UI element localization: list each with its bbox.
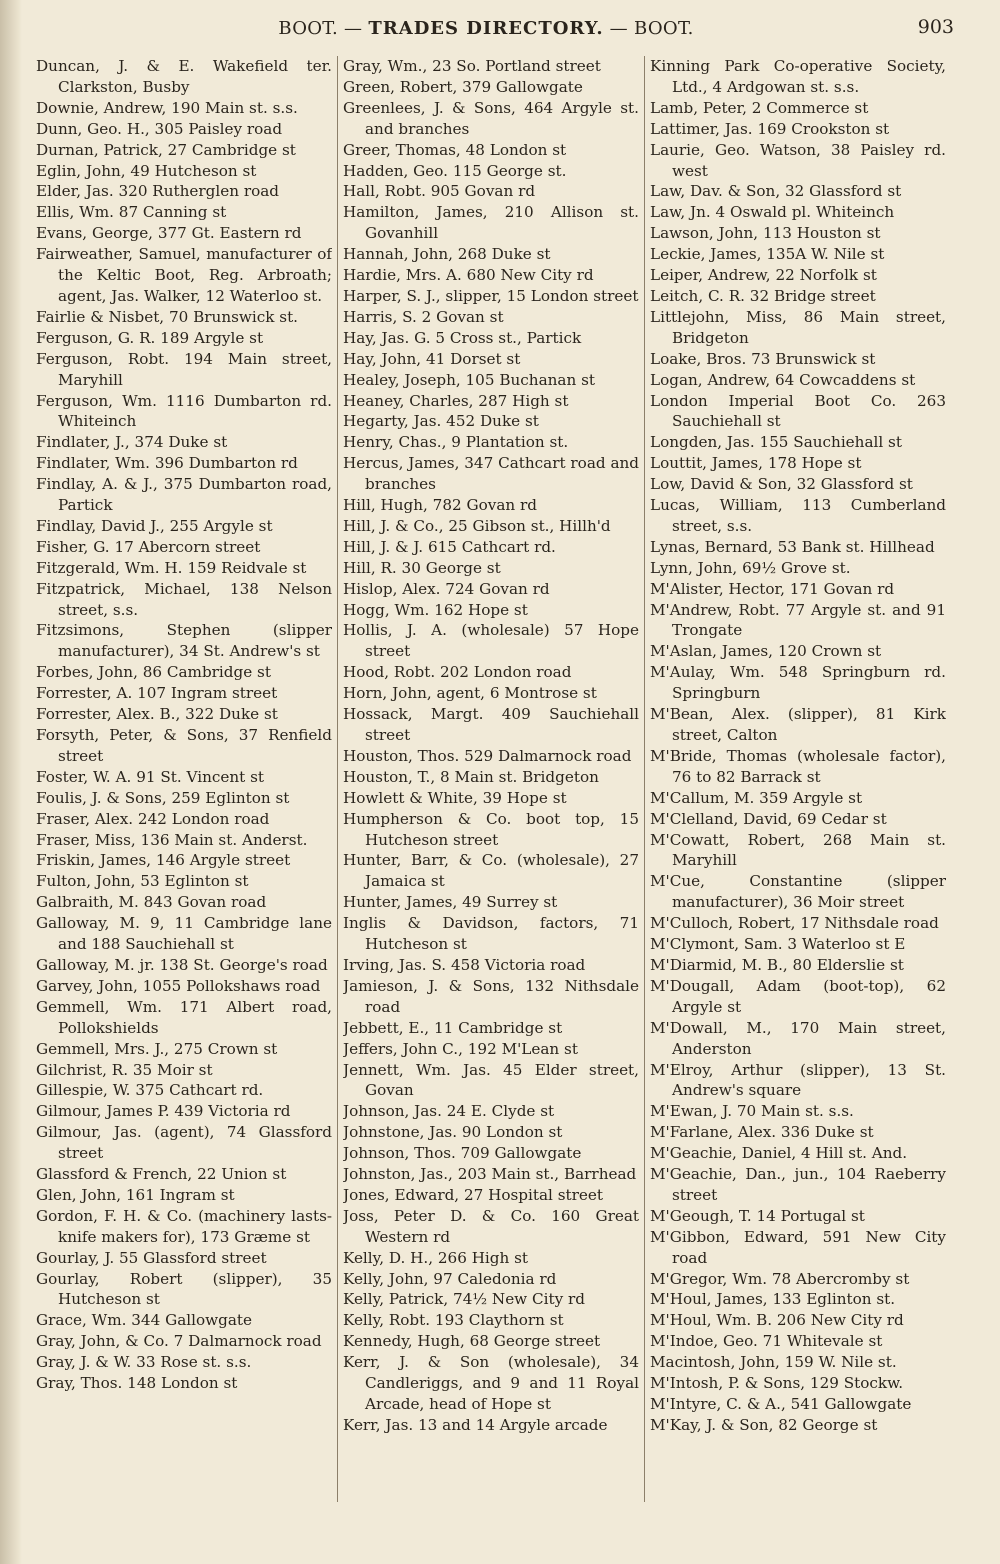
directory-entry: Hercus, James, 347 Cathcart road and branches xyxy=(343,454,639,494)
directory-entry: M'Gibbon, Edward, 591 New City road xyxy=(650,1227,946,1267)
directory-entry: Law, Jn. 4 Oswald pl. Whiteinch xyxy=(650,203,895,222)
directory-entry: Leitch, C. R. 32 Bridge street xyxy=(650,286,876,305)
directory-entry: Lucas, William, 113 Cumberland street, s.s. xyxy=(650,496,946,535)
directory-entry: M'Clymont, Sam. 3 Waterloo st E xyxy=(650,935,906,954)
directory-entry: M'Houl, Wm. B. 206 New City rd xyxy=(650,1311,904,1330)
directory-entry: Ferguson, G. R. 189 Argyle st xyxy=(36,328,264,347)
directory-entry: Hill, Hugh, 782 Govan rd xyxy=(343,496,537,515)
directory-entry: Ferguson, Robt. 194 Main street, Maryhill xyxy=(36,349,332,389)
directory-entry: Healey, Joseph, 105 Buchanan st xyxy=(343,370,595,389)
directory-entry: Forsyth, Peter, & Sons, 37 Renfield street xyxy=(36,726,332,765)
directory-entry: Forrester, A. 107 Ingram street xyxy=(36,684,278,703)
directory-entry: Gordon, F. H. & Co. (machinery lasts-knife makers for), 173 Græme st xyxy=(36,1206,332,1246)
directory-entry: Kinning Park Co-operative Society, Ltd., 4 Ardgowan st. s.s. xyxy=(650,57,946,96)
directory-entry: Green, Robert, 379 Gallowgate xyxy=(343,77,583,96)
directory-entry: Hannah, John, 268 Duke st xyxy=(343,245,551,264)
directory-entry: Eglin, John, 49 Hutcheson st xyxy=(36,161,257,180)
directory-entry: Fisher, G. 17 Abercorn street xyxy=(36,537,261,556)
page-binding-gutter xyxy=(0,0,22,1564)
directory-entry: Ferguson, Wm. 1116 Dumbarton rd. Whiteinch xyxy=(36,391,332,431)
directory-entry: Greer, Thomas, 48 London st xyxy=(343,140,567,159)
directory-columns xyxy=(30,56,946,1502)
directory-entry: Johnston, Jas., 203 Main st., Barrhead xyxy=(343,1165,637,1184)
directory-entry: M'Bride, Thomas (wholesale factor), 76 to 82 Barrack st xyxy=(650,746,946,786)
directory-column-3 xyxy=(650,56,946,1502)
directory-column-1 xyxy=(36,56,332,1502)
directory-entry: Hardie, Mrs. A. 680 New City rd xyxy=(343,266,594,285)
directory-entry: M'Clelland, David, 69 Cedar st xyxy=(650,809,887,828)
directory-entry: Hollis, J. A. (wholesale) 57 Hope street xyxy=(343,621,639,661)
directory-entry: Jeffers, John C., 192 M'Lean st xyxy=(343,1039,578,1058)
directory-entry: Hill, J. & J. 615 Cathcart rd. xyxy=(343,537,556,556)
directory-entry: Hislop, Alex. 724 Govan rd xyxy=(343,579,550,598)
directory-entry: Glassford & French, 22 Union st xyxy=(36,1165,287,1184)
directory-entry: Jamieson, J. & Sons, 132 Nithsdale road xyxy=(343,976,639,1016)
directory-entry: M'Kay, J. & Son, 82 George st xyxy=(650,1415,878,1434)
directory-entry: Littlejohn, Miss, 86 Main street, Bridgeton xyxy=(650,307,946,347)
directory-entry: M'Andrew, Robt. 77 Argyle st. and 91 Trongate xyxy=(650,600,946,640)
directory-entry: M'Gregor, Wm. 78 Abercromby st xyxy=(650,1269,910,1288)
directory-entry: Joss, Peter D. & Co. 160 Great Western rd xyxy=(343,1206,639,1246)
directory-entry: Jebbett, E., 11 Cambridge st xyxy=(343,1018,563,1037)
directory-entry: Humpherson & Co. boot top, 15 Hutcheson street xyxy=(343,809,639,849)
directory-entry: M'Aulay, Wm. 548 Springburn rd. Springburn xyxy=(650,663,946,703)
directory-entry: Hood, Robt. 202 London road xyxy=(343,663,572,682)
directory-entry: Galbraith, M. 843 Govan road xyxy=(36,893,267,912)
directory-entry: Heaney, Charles, 287 High st xyxy=(343,391,569,410)
directory-entry: Low, David & Son, 32 Glassford st xyxy=(650,475,913,494)
directory-entry: Kerr, J. & Son (wholesale), 34 Candleriggs, and 9 and 11 Royal Arcade, head of Hope st xyxy=(343,1353,639,1413)
directory-entry: Findlater, Wm. 396 Dumbarton rd xyxy=(36,454,298,473)
directory-entry: Hossack, Margt. 409 Sauchiehall street xyxy=(343,705,639,744)
directory-entry: Lamb, Peter, 2 Commerce st xyxy=(650,98,869,117)
column-divider xyxy=(644,56,645,1502)
directory-entry: M'Geachie, Daniel, 4 Hill st. And. xyxy=(650,1144,908,1163)
directory-entry: Gourlay, J. 55 Glassford street xyxy=(36,1248,267,1267)
directory-entry: Gilmour, Jas. (agent), 74 Glassford street xyxy=(36,1123,332,1163)
directory-column-2 xyxy=(343,56,639,1502)
directory-entry: Hill, J. & Co., 25 Gibson st., Hillh'd xyxy=(343,516,611,535)
directory-entry: Hay, John, 41 Dorset st xyxy=(343,349,521,368)
directory-entry: Galloway, M. jr. 138 St. George's road xyxy=(36,955,328,974)
directory-entry: Lawson, John, 113 Houston st xyxy=(650,224,881,243)
directory-entry: Fraser, Miss, 136 Main st. Anderst. xyxy=(36,830,308,849)
directory-entry: Johnson, Thos. 709 Gallowgate xyxy=(343,1144,582,1163)
directory-entry: M'Culloch, Robert, 17 Nithsdale road xyxy=(650,914,939,933)
directory-entry: Findlay, A. & J., 375 Dumbarton road, Partick xyxy=(36,475,332,515)
header-left-word: BOOT. xyxy=(278,18,338,39)
header-dash-right: — xyxy=(609,18,628,39)
running-header xyxy=(26,14,954,48)
directory-entry: Louttit, James, 178 Hope st xyxy=(650,454,862,473)
directory-entry: Longden, Jas. 155 Sauchiehall st xyxy=(650,433,902,452)
directory-entry: Gemmell, Wm. 171 Albert road, Pollokshields xyxy=(36,997,332,1037)
directory-entry: London Imperial Boot Co. 263 Sauchiehall st xyxy=(650,391,946,431)
directory-entry: M'Intosh, P. & Sons, 129 Stockw. xyxy=(650,1374,904,1393)
directory-entry: M'Houl, James, 133 Eglinton st. xyxy=(650,1290,896,1309)
directory-entry: M'Farlane, Alex. 336 Duke st xyxy=(650,1123,874,1142)
directory-entry: Grace, Wm. 344 Gallowgate xyxy=(36,1311,252,1330)
page-number: 903 xyxy=(917,16,954,38)
header-center-title: TRADES DIRECTORY. xyxy=(368,18,604,39)
directory-entry: Lynas, Bernard, 53 Bank st. Hillhead xyxy=(650,537,935,556)
header-title xyxy=(26,18,946,39)
directory-entry: Durnan, Patrick, 27 Cambridge st xyxy=(36,140,296,159)
directory-entry: M'Callum, M. 359 Argyle st xyxy=(650,788,863,807)
directory-entry: Houston, Thos. 529 Dalmarnock road xyxy=(343,746,632,765)
directory-entry: Irving, Jas. S. 458 Victoria road xyxy=(343,955,586,974)
directory-entry: Gemmell, Mrs. J., 275 Crown st xyxy=(36,1039,278,1058)
directory-entry: M'Intyre, C. & A., 541 Gallowgate xyxy=(650,1395,912,1413)
directory-entry: Harris, S. 2 Govan st xyxy=(343,307,504,326)
directory-entry: Laurie, Geo. Watson, 38 Paisley rd. west xyxy=(650,140,946,180)
directory-entry: Gourlay, Robert (slipper), 35 Hutcheson st xyxy=(36,1269,332,1309)
directory-entry: Foulis, J. & Sons, 259 Eglinton st xyxy=(36,788,290,807)
directory-entry: Fitzsimons, Stephen (slipper manufacturer), 34 St. Andrew's st xyxy=(36,621,332,661)
directory-entry: M'Cue, Constantine (slipper manufacturer), 36 Moir street xyxy=(650,872,946,912)
directory-entry: Jennett, Wm. Jas. 45 Elder street, Govan xyxy=(343,1060,639,1100)
directory-entry: Gray, Wm., 23 So. Portland street xyxy=(343,57,601,75)
directory-entry: Gilchrist, R. 35 Moir st xyxy=(36,1060,213,1079)
directory-entry: Jones, Edward, 27 Hospital street xyxy=(343,1185,603,1204)
directory-entry: Kerr, Jas. 13 and 14 Argyle arcade xyxy=(343,1415,608,1434)
directory-entry: Kelly, D. H., 266 High st xyxy=(343,1248,529,1267)
header-right-word: BOOT. xyxy=(633,18,694,39)
directory-entry: Hay, Jas. G. 5 Cross st., Partick xyxy=(343,328,582,347)
directory-entry: Fairlie & Nisbet, 70 Brunswick st. xyxy=(36,307,299,326)
directory-entry: Fulton, John, 53 Eglinton st xyxy=(36,872,249,891)
directory-entry: Garvey, John, 1055 Pollokshaws road xyxy=(36,976,321,995)
directory-entry: Forbes, John, 86 Cambridge st xyxy=(36,663,271,682)
directory-entry: Fitzgerald, Wm. H. 159 Reidvale st xyxy=(36,558,307,577)
directory-entry: Henry, Chas., 9 Plantation st. xyxy=(343,433,569,452)
directory-entry: Gray, Thos. 148 London st xyxy=(36,1374,238,1393)
directory-entry: M'Aslan, James, 120 Crown st xyxy=(650,642,882,661)
directory-entry: Horn, John, agent, 6 Montrose st xyxy=(343,684,597,703)
directory-entry: M'Diarmid, M. B., 80 Elderslie st xyxy=(650,955,904,974)
directory-entry: Downie, Andrew, 190 Main st. s.s. xyxy=(36,98,298,117)
directory-entry: Gilmour, James P. 439 Victoria rd xyxy=(36,1102,291,1121)
directory-entry: Gray, John, & Co. 7 Dalmarnock road xyxy=(36,1332,322,1351)
directory-entry: Fraser, Alex. 242 London road xyxy=(36,809,270,828)
directory-entry: Johnstone, Jas. 90 London st xyxy=(343,1123,563,1142)
directory-entry: M'Elroy, Arthur (slipper), 13 St. Andrew's square xyxy=(650,1060,946,1100)
directory-entry: M'Dowall, M., 170 Main street, Anderston xyxy=(650,1018,946,1058)
directory-entry: M'Cowatt, Robert, 268 Main st. Maryhill xyxy=(650,830,946,870)
column-divider xyxy=(337,56,338,1502)
directory-entry: Findlater, J., 374 Duke st xyxy=(36,433,228,452)
directory-entry: Law, Dav. & Son, 32 Glassford st xyxy=(650,182,902,201)
directory-entry: Howlett & White, 39 Hope st xyxy=(343,788,567,807)
directory-entry: Findlay, David J., 255 Argyle st xyxy=(36,516,273,535)
directory-entry: Leckie, James, 135A W. Nile st xyxy=(650,245,885,264)
directory-entry: M'Geough, T. 14 Portugal st xyxy=(650,1206,865,1225)
directory-entry: Lattimer, Jas. 169 Crookston st xyxy=(650,119,890,138)
directory-entry: Hall, Robt. 905 Govan rd xyxy=(343,182,536,201)
directory-entry: Kelly, Patrick, 74½ New City rd xyxy=(343,1290,585,1309)
directory-entry: Macintosh, John, 159 W. Nile st. xyxy=(650,1353,897,1372)
directory-entry: Lynn, John, 69½ Grove st. xyxy=(650,558,851,577)
directory-entry: Dunn, Geo. H., 305 Paisley road xyxy=(36,119,283,138)
directory-entry: Duncan, J. & E. Wakefield ter. Clarkston, Busby xyxy=(36,57,332,96)
directory-entry: Forrester, Alex. B., 322 Duke st xyxy=(36,705,278,724)
directory-entry: M'Ewan, J. 70 Main st. s.s. xyxy=(650,1102,854,1121)
directory-entry: Houston, T., 8 Main st. Bridgeton xyxy=(343,767,599,786)
directory-entry: Johnson, Jas. 24 E. Clyde st xyxy=(343,1102,555,1121)
directory-entry: Hadden, Geo. 115 George st. xyxy=(343,161,567,180)
directory-entry: Hogg, Wm. 162 Hope st xyxy=(343,600,528,619)
directory-entry: M'Alister, Hector, 171 Govan rd xyxy=(650,579,895,598)
directory-entry: Greenlees, J. & Sons, 464 Argyle st. and branches xyxy=(343,98,639,138)
directory-entry: Logan, Andrew, 64 Cowcaddens st xyxy=(650,370,916,389)
directory-entry: Friskin, James, 146 Argyle street xyxy=(36,851,291,870)
directory-entry: Loake, Bros. 73 Brunswick st xyxy=(650,349,876,368)
directory-entry: Kelly, John, 97 Caledonia rd xyxy=(343,1269,557,1288)
directory-entry: Hamilton, James, 210 Allison st. Govanhill xyxy=(343,203,639,243)
directory-entry: Hill, R. 30 George st xyxy=(343,558,501,577)
directory-entry: Kennedy, Hugh, 68 George street xyxy=(343,1332,601,1351)
directory-entry: Foster, W. A. 91 St. Vincent st xyxy=(36,767,264,786)
directory-entry: M'Indoe, Geo. 71 Whitevale st xyxy=(650,1332,883,1351)
directory-entry: Fairweather, Samuel, manufacturer of the Keltic Boot, Reg. Arbroath; agent, Jas. Walker, 12 Waterloo st. xyxy=(36,245,332,305)
directory-entry: Gillespie, W. 375 Cathcart rd. xyxy=(36,1081,264,1100)
directory-entry: Hegarty, Jas. 452 Duke st xyxy=(343,412,539,431)
directory-entry: Fitzpatrick, Michael, 138 Nelson street, s.s. xyxy=(36,579,332,619)
directory-entry: Galloway, M. 9, 11 Cambridge lane and 188 Sauchiehall st xyxy=(36,914,332,954)
directory-entry: Kelly, Robt. 193 Claythorn st xyxy=(343,1311,564,1330)
directory-entry: Leiper, Andrew, 22 Norfolk st xyxy=(650,266,877,285)
directory-entry: Glen, John, 161 Ingram st xyxy=(36,1185,235,1204)
directory-entry: Elder, Jas. 320 Rutherglen road xyxy=(36,182,280,201)
directory-entry: Evans, George, 377 Gt. Eastern rd xyxy=(36,224,302,243)
header-dash-left: — xyxy=(344,18,363,39)
directory-entry: Hunter, James, 49 Surrey st xyxy=(343,893,558,912)
directory-entry: Ellis, Wm. 87 Canning st xyxy=(36,203,227,222)
directory-entry: M'Bean, Alex. (slipper), 81 Kirk street, Calton xyxy=(650,705,946,744)
directory-entry: Hunter, Barr, & Co. (wholesale), 27 Jamaica st xyxy=(343,851,639,891)
directory-entry: M'Dougall, Adam (boot-top), 62 Argyle st xyxy=(650,976,946,1016)
directory-entry: Inglis & Davidson, factors, 71 Hutcheson st xyxy=(343,914,639,954)
directory-entry: M'Geachie, Dan., jun., 104 Raeberry street xyxy=(650,1165,946,1204)
directory-entry: Gray, J. & W. 33 Rose st. s.s. xyxy=(36,1353,252,1372)
directory-entry: Harper, S. J., slipper, 15 London street xyxy=(343,286,639,305)
